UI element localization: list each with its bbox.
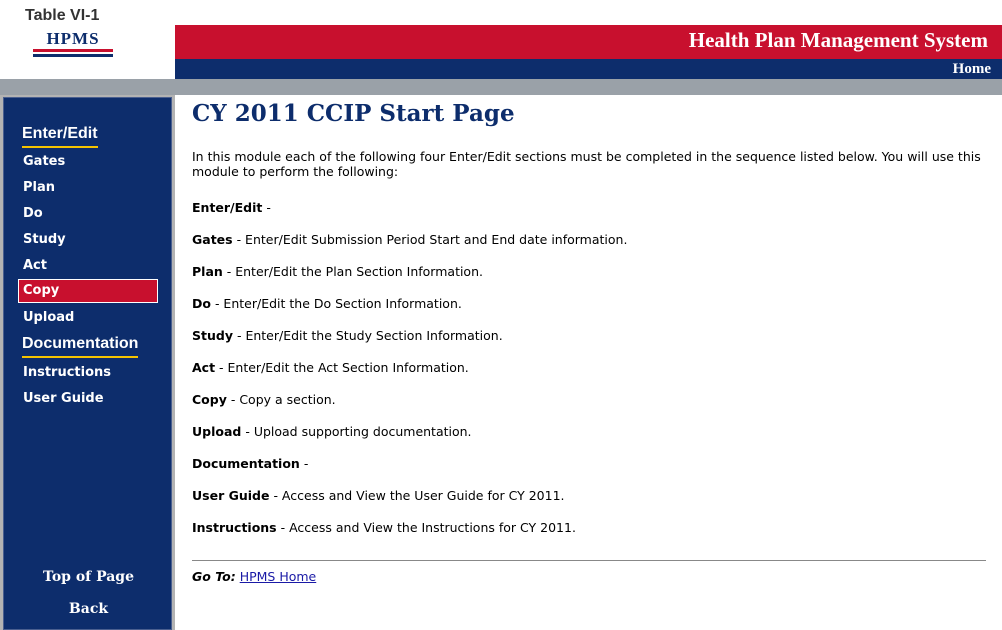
table-caption: Table VI-1 — [25, 7, 100, 24]
logo-blue-bar — [33, 54, 113, 57]
desc-text: - Enter/Edit Submission Period Start and End date information. — [232, 232, 628, 247]
desc-text: - — [262, 200, 271, 215]
sidebar-item-plan[interactable] — [18, 176, 158, 200]
desc-term: Study — [192, 328, 233, 343]
desc-text: - — [299, 456, 309, 471]
desc-text: - Upload supporting documentation. — [241, 424, 472, 439]
back-link[interactable]: Back — [68, 601, 109, 617]
hpms-logo — [33, 30, 113, 58]
desc-text: - Access and View the Instructions for CY 2011. — [276, 520, 576, 535]
nav-heading-enter-edit: Enter/Edit — [22, 124, 98, 148]
desc-enter-edit — [192, 200, 271, 215]
desc-term: Plan — [192, 264, 223, 279]
sidebar-item-label: Study — [23, 232, 66, 247]
logo-red-bar — [33, 49, 113, 52]
sidebar-nav — [3, 97, 172, 630]
sidebar-item-label: Act — [23, 258, 47, 273]
sidebar-item-label: Upload — [23, 310, 75, 325]
desc-term: Gates — [192, 232, 233, 247]
sidebar-item-act[interactable] — [18, 254, 158, 278]
sidebar-item-user-guide[interactable] — [18, 387, 158, 411]
sidebar — [0, 95, 175, 630]
desc-upload — [192, 424, 472, 439]
header-divider-strip — [0, 79, 1002, 95]
system-title-banner — [175, 25, 1002, 59]
top-nav-bar — [175, 59, 1002, 79]
desc-term: User Guide — [192, 488, 270, 503]
sidebar-item-copy[interactable] — [18, 279, 158, 303]
desc-term: Enter/Edit — [192, 200, 263, 215]
content-divider — [192, 560, 986, 561]
desc-text: - Access and View the User Guide for CY 2011. — [269, 488, 565, 503]
desc-term: Act — [192, 360, 216, 375]
sidebar-item-label: Gates — [23, 154, 66, 169]
sidebar-item-label: Instructions — [23, 365, 112, 380]
sidebar-item-do[interactable] — [18, 202, 158, 226]
sidebar-item-label: Do — [23, 206, 43, 221]
desc-documentation — [192, 456, 308, 471]
desc-term: Copy — [192, 392, 227, 407]
sidebar-item-upload[interactable] — [18, 306, 158, 330]
sidebar-item-label: Plan — [23, 180, 56, 195]
desc-copy — [192, 392, 336, 407]
desc-do — [192, 296, 462, 311]
top-of-page-link[interactable]: Top of Page — [43, 569, 134, 585]
desc-text: - Copy a section. — [226, 392, 336, 407]
desc-instructions — [192, 520, 576, 535]
sidebar-item-label: Copy — [23, 283, 60, 298]
page-title: CY 2011 CCIP Start Page — [192, 100, 515, 127]
desc-plan — [192, 264, 483, 279]
logo-text: HPMS — [46, 29, 100, 48]
desc-term: Upload — [192, 424, 242, 439]
desc-term: Documentation — [192, 456, 300, 471]
desc-term: Instructions — [192, 520, 277, 535]
goto-bar — [192, 569, 316, 584]
sidebar-item-gates[interactable] — [18, 150, 158, 174]
desc-act — [192, 360, 469, 375]
desc-gates — [192, 232, 627, 247]
sidebar-item-instructions[interactable] — [18, 361, 158, 385]
desc-text: - Enter/Edit the Plan Section Information. — [222, 264, 483, 279]
desc-text: - Enter/Edit the Act Section Information. — [215, 360, 469, 375]
desc-study — [192, 328, 503, 343]
desc-text: - Enter/Edit the Study Section Information. — [232, 328, 503, 343]
desc-text: - Enter/Edit the Do Section Information. — [210, 296, 462, 311]
desc-user-guide — [192, 488, 565, 503]
sidebar-item-label: User Guide — [23, 391, 104, 406]
nav-heading-documentation: Documentation — [22, 334, 138, 358]
hpms-home-link[interactable]: HPMS Home — [239, 569, 317, 584]
system-title: Health Plan Management System — [688, 28, 988, 52]
home-link[interactable]: Home — [952, 61, 991, 77]
goto-label: Go To: — [192, 569, 236, 584]
desc-term: Do — [192, 296, 211, 311]
intro-text: In this module each of the following four Enter/Edit sections must be completed in the sequence listed below. You will use this module to perform the following: — [192, 149, 981, 179]
sidebar-item-study[interactable] — [18, 228, 158, 252]
